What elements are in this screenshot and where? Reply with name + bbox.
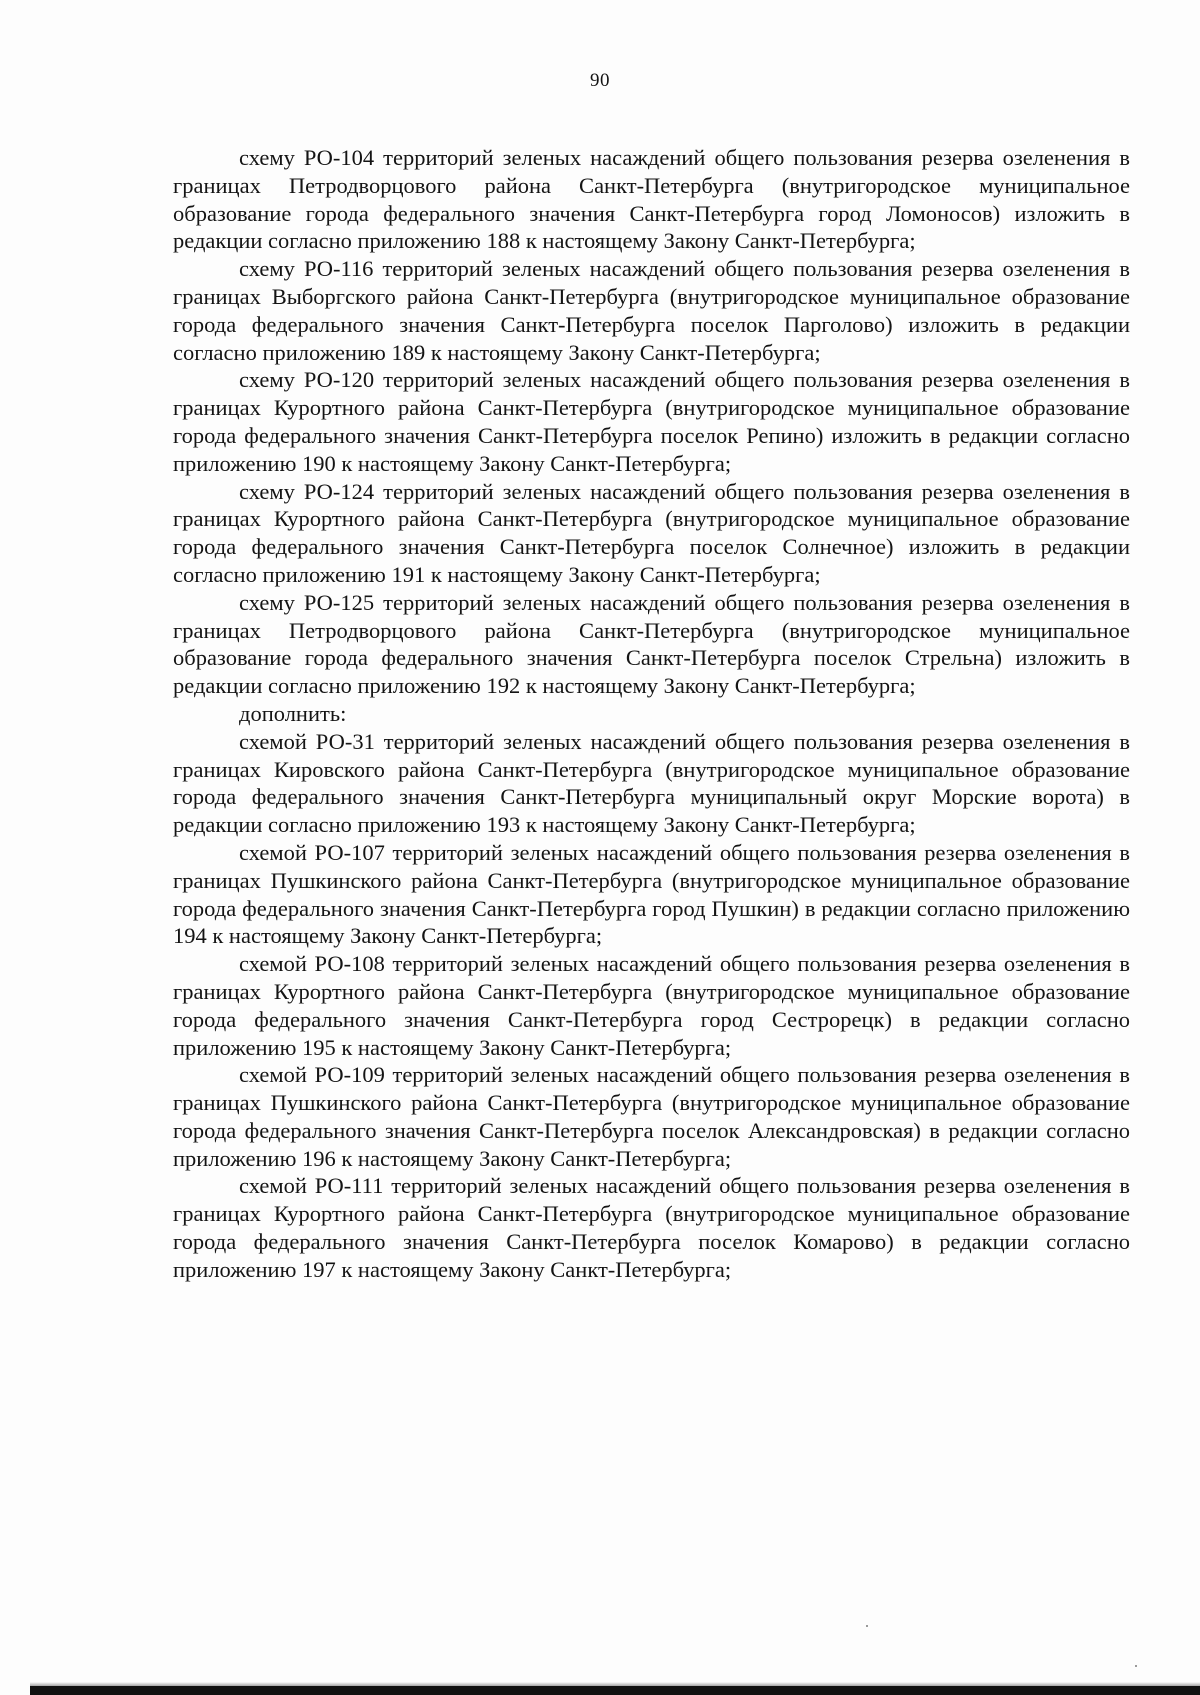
- scan-speck: [1135, 1665, 1137, 1667]
- paragraph-ro-107: схемой РО-107 территорий зеленых насаждений общего пользования резерва озеленения в границах Пушкинского района Санкт-Петербурга (внутригородское муниципальное образование города федерального значения Санкт-Петербурга город Пушкин) в редакции согласно приложению 194 к настоящему Закону Санкт-Петербурга;: [173, 839, 1130, 949]
- paragraph-ro-120: схему РО-120 территорий зеленых насаждений общего пользования резерва озеленения в границах Курортного района Санкт-Петербурга (внутригородское муниципальное образование города федерального значения Санкт-Петербурга поселок Репино) изложить в редакции согласно приложению 190 к настоящему Закону Санкт-Петербурга;: [173, 367, 1130, 476]
- paragraph-ro-116: схему РО-116 территорий зеленых насаждений общего пользования резерва озеленения в границах Выборгского района Санкт-Петербурга (внутригородское муниципальное образование города федерального значения Санкт-Петербурга поселок Парголово) изложить в редакции согласно приложению 189 к настоящему Закону Санкт-Петербурга;: [173, 256, 1130, 365]
- paragraph-ro-108: схемой РО-108 территорий зеленых насаждений общего пользования резерва озеленения в границах Курортного района Санкт-Петербурга (внутригородское муниципальное образование города федерального значения Санкт-Петербурга город Сестрорецк) в редакции согласно приложению 195 к настоящему Закону Санкт-Петербурга;: [173, 951, 1130, 1060]
- page-number: 90: [590, 70, 610, 91]
- paragraph-ro-125: схему РО-125 территорий зеленых насаждений общего пользования резерва озеленения в границах Петродворцового района Санкт-Петербурга (внутригородское муниципальное образование города федерального значения Санкт-Петербурга поселок Стрельна) изложить в редакции согласно приложению 192 к настоящему Закону Санкт-Петербурга;: [173, 589, 1130, 699]
- document-body: [173, 144, 1130, 1284]
- paragraph-ro-31: схемой РО-31 территорий зеленых насаждений общего пользования резерва озеленения в границах Кировского района Санкт-Петербурга (внутригородское муниципальное образование города федерального значения Санкт-Петербурга муниципальный округ Морские ворота) в редакции согласно приложению 193 к настоящему Закону Санкт-Петербурга;: [173, 728, 1130, 838]
- paragraph-ro-111: схемой РО-111 территорий зеленых насаждений общего пользования резерва озеленения в границах Курортного района Санкт-Петербурга (внутригородское муниципальное образование города федерального значения Санкт-Петербурга поселок Комарово) в редакции согласно приложению 197 к настоящему Закону Санкт-Петербурга;: [173, 1173, 1130, 1282]
- paragraph-ro-109: схемой РО-109 территорий зеленых насаждений общего пользования резерва озеленения в границах Пушкинского района Санкт-Петербурга (внутригородское муниципальное образование города федерального значения Санкт-Петербурга поселок Александровская) в редакции согласно приложению 196 к настоящему Закону Санкт-Петербурга;: [173, 1062, 1130, 1171]
- paragraph-ro-124: схему РО-124 территорий зеленых насаждений общего пользования резерва озеленения в границах Курортного района Санкт-Петербурга (внутригородское муниципальное образование города федерального значения Санкт-Петербурга поселок Солнечное) изложить в редакции согласно приложению 191 к настоящему Закону Санкт-Петербурга;: [173, 478, 1130, 587]
- scan-bottom-edge: [30, 1686, 1200, 1695]
- paragraph-supplement-heading: дополнить:: [239, 700, 347, 726]
- paragraph-ro-104: схему РО-104 территорий зеленых насаждений общего пользования резерва озеленения в границах Петродворцового района Санкт-Петербурга (внутригородское муниципальное образование города федерального значения Санкт-Петербурга город Ломоносов) изложить в редакции согласно приложению 188 к настоящему Закону Санкт-Петербурга;: [173, 145, 1130, 254]
- scan-speck: [866, 1625, 868, 1627]
